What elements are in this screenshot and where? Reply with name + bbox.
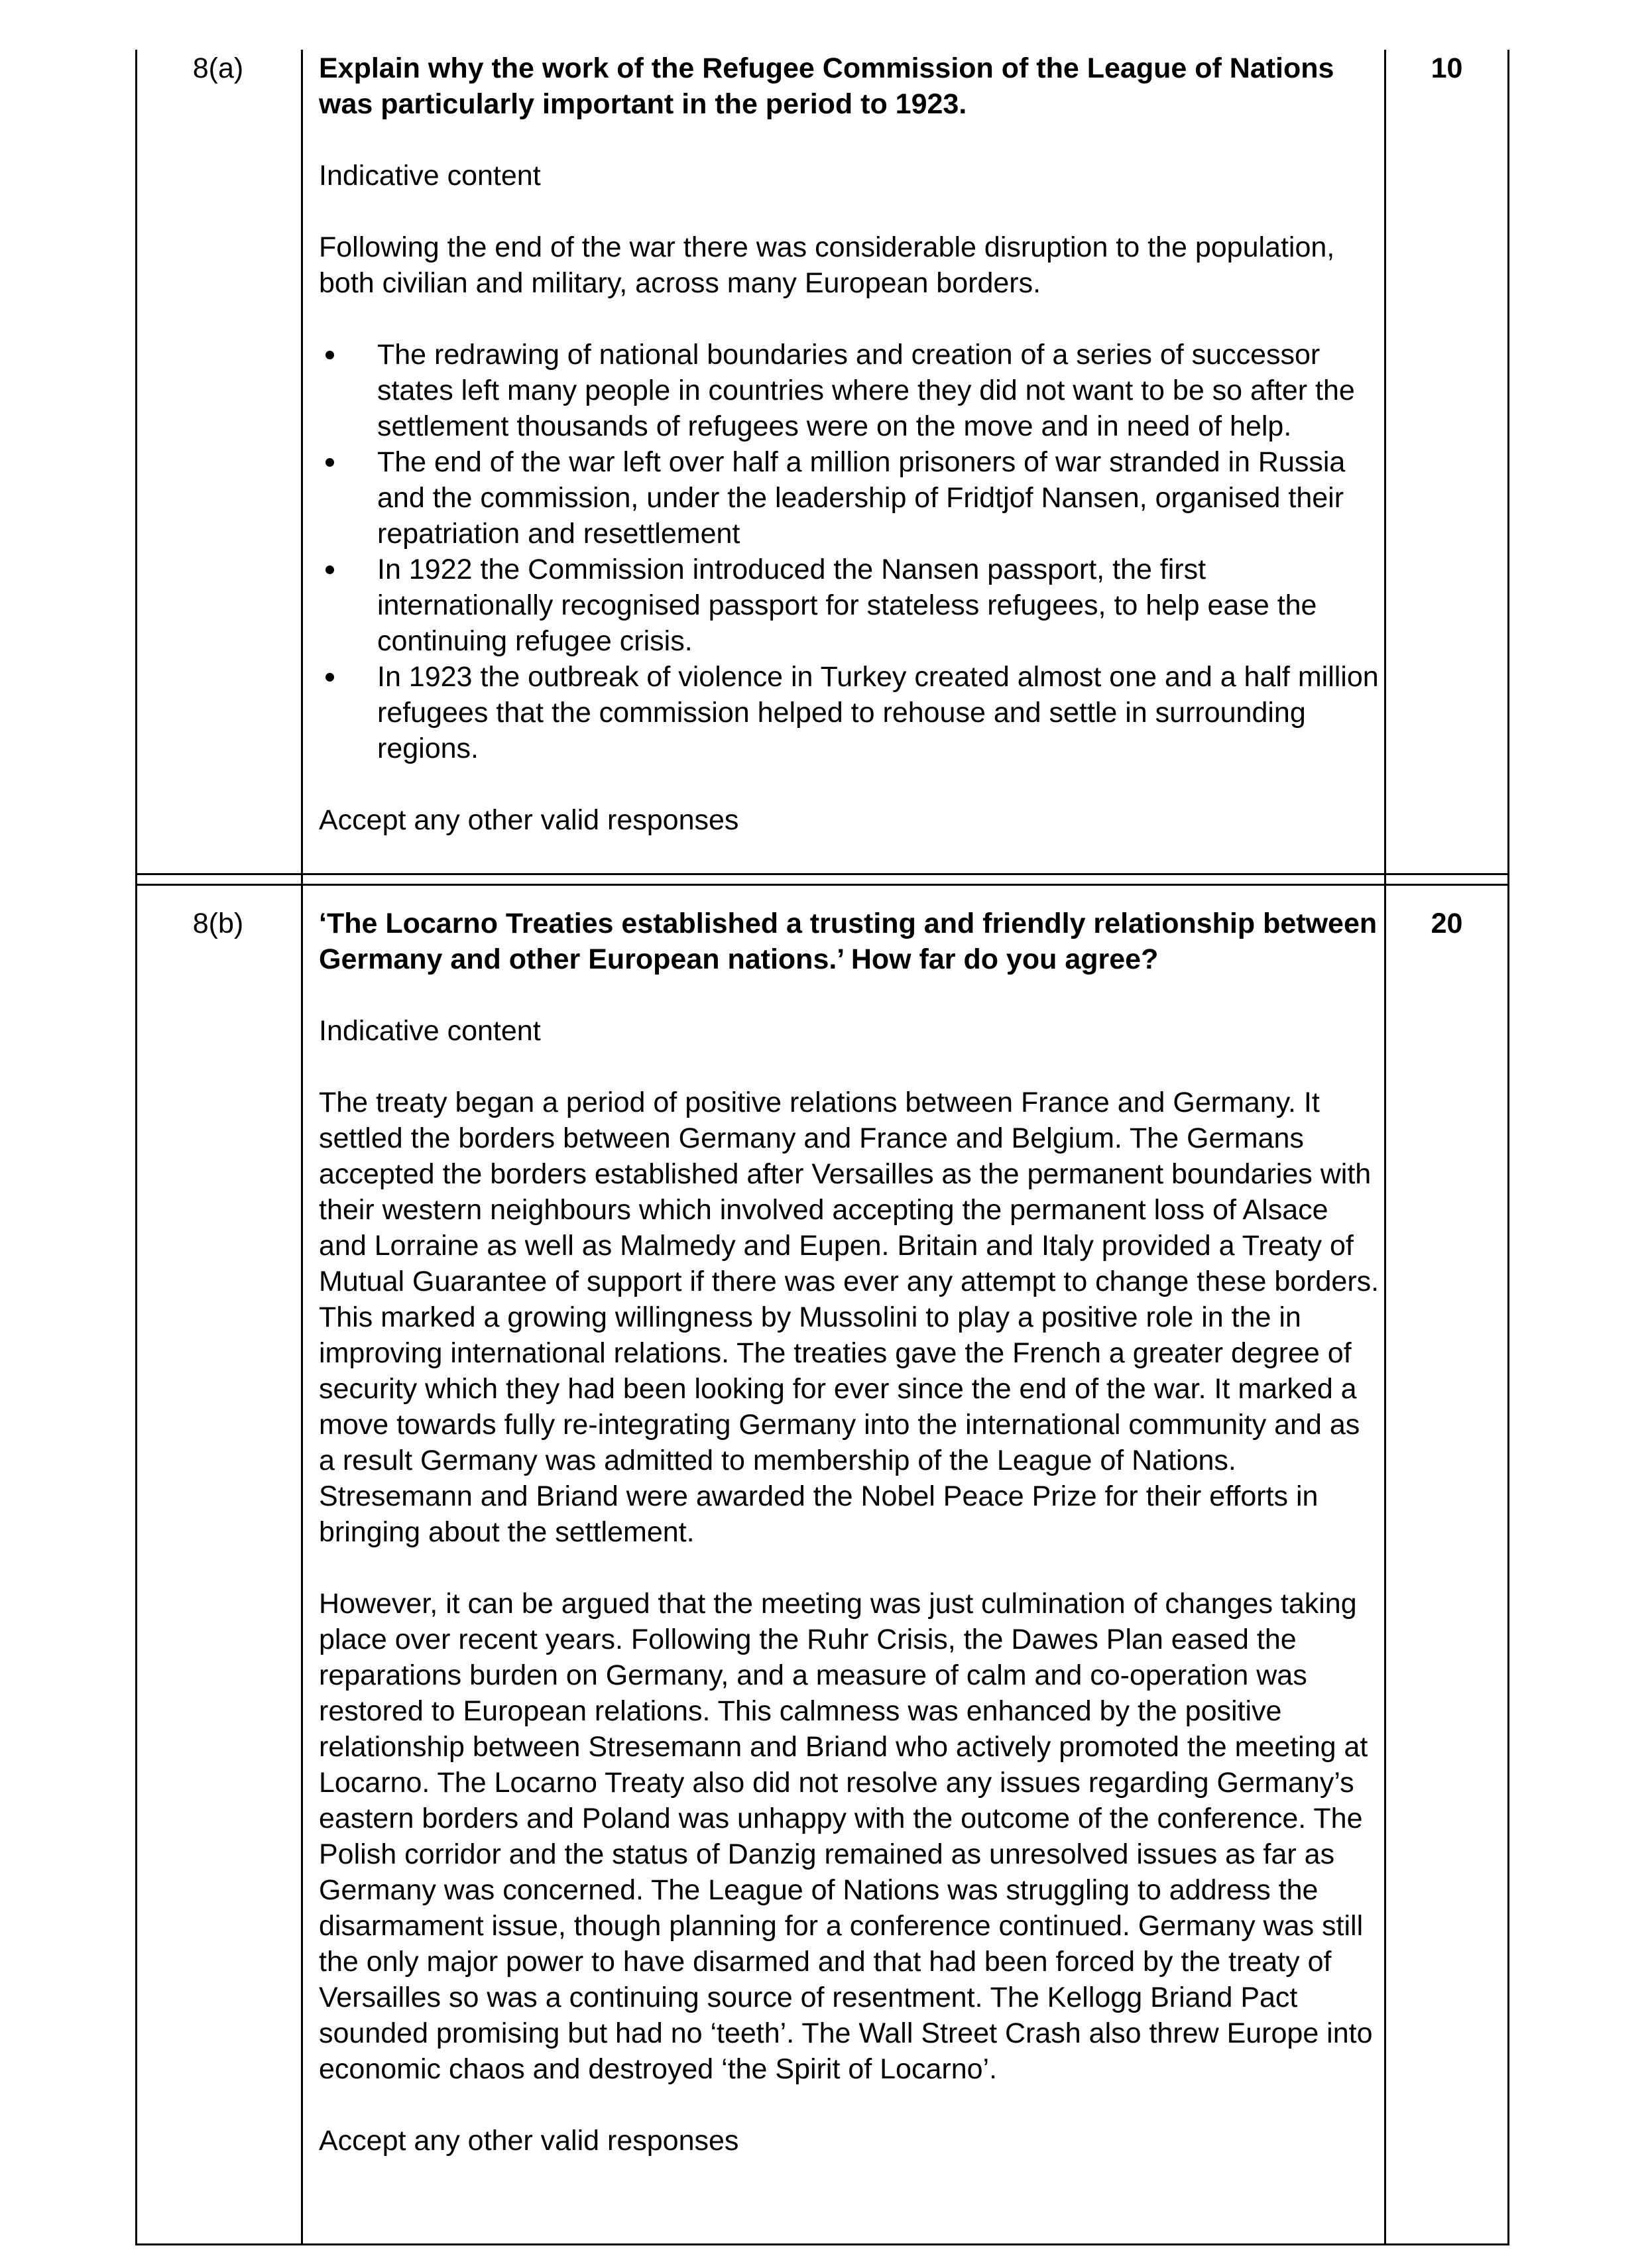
bullet-icon [325, 458, 334, 467]
answer-content-8b [319, 906, 1380, 2159]
list-item [319, 552, 1380, 659]
bullet-icon [325, 351, 334, 359]
column-divider-question [301, 50, 303, 2245]
body-paragraph-2-8b: However, it can be argued that the meeting was just culmination of changes taking place over recent years. Following the Ruhr Crisis, the Dawes Plan eased the reparations burden on Germany, and a measure of calm and co-operation was restored to European relations. This calmness was enhanced by the positive relationship between Stresemann and Briand who actively promoted the meeting at Locarno. The Locarno Treaty also did not resolve any issues regarding Germany’s eastern borders and Poland was unhappy with the outcome of the conference. The Polish corridor and the status of Danzig remained as unresolved issues as far as Germany was concerned. The League of Nations was struggling to address the disarmament issue, though planning for a conference continued. Germany was still the only major power to have disarmed and that had been forced by the treaty of Versailles so was a continuing source of resentment. The Kellogg Briand Pact sounded promising but had no ‘teeth’. The Wall Street Crash also threw Europe into economic chaos and destroyed ‘the Spirit of Locarno’. [319, 1588, 1373, 2085]
marks-8b: 20 [1431, 908, 1463, 939]
bullet-text: The redrawing of national boundaries and creation of a series of successor states left many people in countries where they did not want to be so after the settlement thousands of refugees were on the move and in need of help. [377, 339, 1355, 442]
bullet-icon [325, 566, 334, 574]
list-item [319, 337, 1380, 444]
table-border-right [1507, 50, 1509, 2245]
list-item [319, 659, 1380, 766]
closing-note-8b: Accept any other valid responses [319, 2125, 739, 2157]
question-number-8b: 8(b) [192, 908, 244, 939]
table-border-bottom [135, 2243, 1509, 2245]
bullet-text: In 1922 the Commission introduced the Nansen passport, the first internationally recognised passport for stateless refugees, to help ease the continuing refugee crisis. [377, 554, 1317, 657]
column-divider-marks [1384, 50, 1386, 2245]
intro-paragraph-8a: Following the end of the war there was considerable disruption to the population, both civilian and military, across many European borders. [319, 231, 1335, 299]
body-paragraph-1-8b: The treaty began a period of positive relations between France and Germany. It settled the borders between Germany and France and Belgium. The Germans accepted the borders established after Versailles as the permanent boundaries with their western neighbours which involved accepting the permanent loss of Alsace and Lorraine as well as Malmedy and Eupen. Britain and Italy provided a Treaty of Mutual Guarantee of support if there was ever any attempt to change these borders. This marked a growing willingness by Mussolini to play a positive role in the in improving international relations. The treaties gave the French a greater degree of security which they had been looking for ever since the end of the war. It marked a move towards fully re-integrating Germany into the international community and as a result Germany was admitted to membership of the League of Nations. Stresemann and Briand were awarded the Nobel Peace Prize for their efforts in bringing about the settlement. [319, 1087, 1380, 1548]
question-text-8b: ‘The Locarno Treaties established a trusting and friendly relationship between Germany and other European nations.’ How far do you agree? [319, 908, 1378, 975]
table-border-left [135, 50, 137, 2245]
bullet-list-8a [319, 337, 1380, 766]
list-item [319, 444, 1380, 552]
marks-8a: 10 [1431, 52, 1463, 84]
question-text-8a: Explain why the work of the Refugee Commission of the League of Nations was particularly important in the period to 1923. [319, 52, 1334, 120]
closing-note-8a: Accept any other valid responses [319, 804, 739, 836]
indicative-content-heading-8a: Indicative content [319, 160, 541, 192]
bullet-text: In 1923 the outbreak of violence in Turkey created almost one and a half million refugees that the commission helped to rehouse and settle in surrounding regions. [377, 661, 1379, 764]
bullet-text: The end of the war left over half a million prisoners of war stranded in Russia and the commission, under the leadership of Fridtjof Nansen, organised their repatriation and resettlement [377, 446, 1346, 550]
row-separator-bottom [135, 884, 1509, 886]
bullet-icon [325, 673, 334, 682]
answer-content-8a [319, 50, 1380, 838]
row-separator-top [135, 873, 1509, 875]
question-number-8a: 8(a) [192, 52, 244, 84]
indicative-content-heading-8b: Indicative content [319, 1015, 541, 1047]
